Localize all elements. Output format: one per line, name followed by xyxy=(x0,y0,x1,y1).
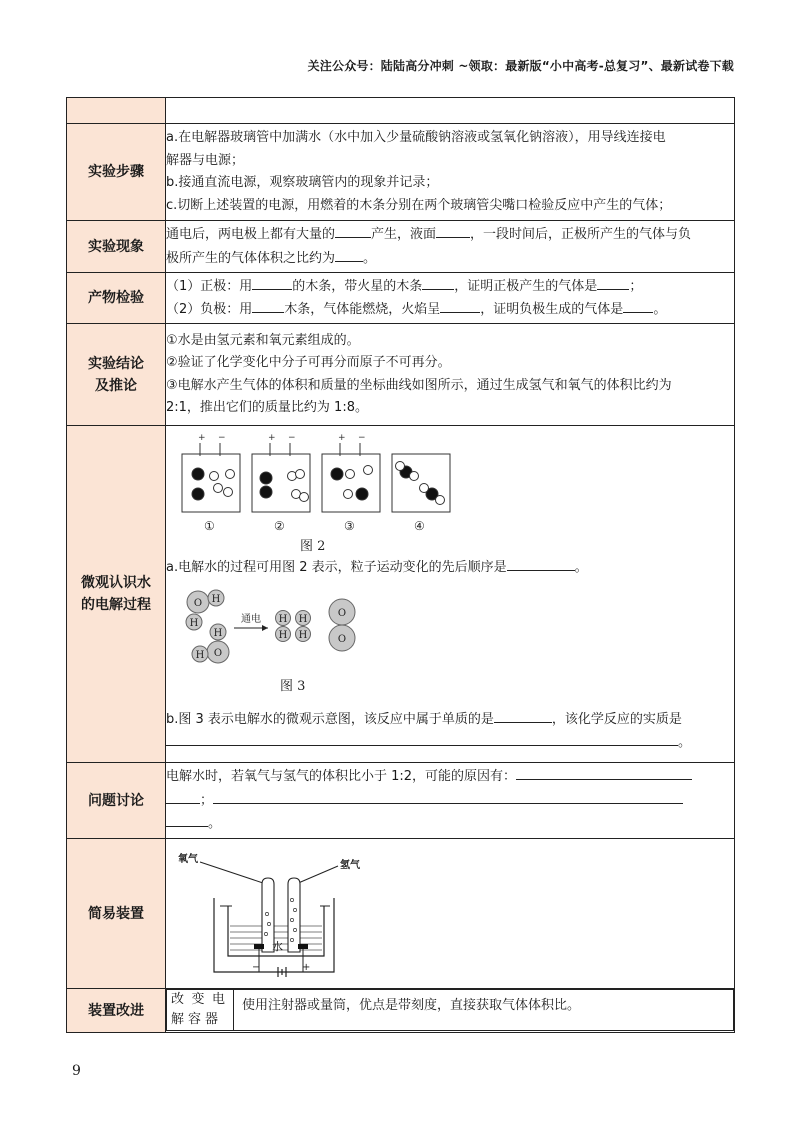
figure-label: ① xyxy=(204,519,215,533)
steps-line: a.在电解器玻璃管中加满水（水中加入少量硫酸钠溶液或氢氧化钠溶液），用导线连接电 xyxy=(166,130,666,145)
text-segment: 木条，气体能燃烧，火焰呈 xyxy=(284,302,441,317)
steps-content xyxy=(166,124,735,221)
table-row-empty xyxy=(67,98,735,124)
figure-3-caption: 图 3 xyxy=(280,678,306,694)
improve-text: 使用注射器或量筒，优点是带刻度，直接获取气体体积比。 xyxy=(234,990,734,1031)
beaker-1-box xyxy=(182,454,240,512)
product-content xyxy=(166,273,735,324)
page-header: 关注公众号：陆陆高分冲刺 ~领取：最新版“小中高考-总复习”、最新试卷下载 xyxy=(307,59,734,73)
table-row-discussion xyxy=(67,763,735,839)
plus-sign: + xyxy=(338,433,346,443)
atom-label: O xyxy=(193,597,203,609)
electrode xyxy=(254,944,264,949)
figure-label: ④ xyxy=(414,519,425,533)
answer-blank xyxy=(166,812,208,827)
hydrogen-label: 氢气 xyxy=(340,859,360,871)
row-label-phenomenon: 实验现象 xyxy=(67,221,166,273)
conclusion-content xyxy=(166,324,735,426)
empty-content-cell xyxy=(166,98,735,124)
answer-blank xyxy=(494,708,552,723)
improve-subtable xyxy=(166,989,734,1031)
answer-blank xyxy=(623,298,653,313)
atom-label: O xyxy=(337,607,347,619)
answer-blank xyxy=(436,223,470,238)
discussion-content xyxy=(166,763,735,839)
arrow-head-icon xyxy=(262,625,268,631)
row-label-conclusion xyxy=(67,324,166,426)
plus-terminal: + xyxy=(302,961,311,973)
row-label-discussion: 问题讨论 xyxy=(67,763,166,839)
label-line: 微观认识水 xyxy=(81,575,151,591)
minus-sign: − xyxy=(288,433,296,443)
text-segment: （2）负极：用 xyxy=(166,302,253,317)
row-label-product: 产物检验 xyxy=(67,273,166,324)
text-segment: ，证明正极产生的气体是 xyxy=(454,278,598,294)
table-row-micro xyxy=(67,426,735,763)
question-b-text: b.图 3 表示电解水的微观示意图，该反应中属于单质的是 xyxy=(166,711,494,727)
answer-blank xyxy=(213,789,683,804)
table-row-improve xyxy=(67,989,735,1033)
minus-sign: − xyxy=(218,433,226,443)
conclusion-line: ③电解水产生气体的体积和质量的坐标曲线如图所示，通过生成氢气和氧气的体积比约为 xyxy=(166,377,672,393)
answer-blank xyxy=(440,298,480,313)
figure-2-caption: 图 2 xyxy=(300,539,326,554)
text-segment: ； xyxy=(200,792,214,808)
text-segment: 的木条，带火星的木条 xyxy=(292,278,423,294)
plus-sign: + xyxy=(268,433,276,443)
question-a-text: a.电解水的过程可用图 2 表示，粒子运动变化的先后顺序是 xyxy=(166,560,507,575)
discussion-text: 电解水时，若氧气与氢气的体积比小于 1:2，可能的原因有： xyxy=(166,769,517,785)
figure-2 xyxy=(174,430,474,554)
atom-label: H xyxy=(211,593,221,605)
atom-label: H xyxy=(278,629,288,641)
table-row-conclusion xyxy=(67,324,735,426)
atom-label: H xyxy=(278,613,288,625)
figure-3 xyxy=(174,584,414,702)
beaker-3-box xyxy=(322,454,380,512)
text-segment: 通电后，两电极上都有大量的 xyxy=(166,227,336,242)
conclusion-line: 2:1，推出它们的质量比约为 1:8。 xyxy=(166,400,368,415)
table-row-steps xyxy=(67,124,735,221)
text-segment: ，证明负极生成的气体是 xyxy=(480,302,624,317)
table-row-apparatus xyxy=(67,839,735,989)
answer-blank xyxy=(516,765,692,780)
answer-blank xyxy=(507,556,575,571)
atom-label: H xyxy=(189,617,199,629)
beaker-2-box xyxy=(252,454,310,512)
answer-blank xyxy=(166,731,678,746)
text-segment: 。 xyxy=(653,302,667,317)
micro-content xyxy=(166,426,735,763)
row-label-steps: 实验步骤 xyxy=(67,124,166,221)
atom-label: H xyxy=(213,627,223,639)
atom-label: H xyxy=(298,613,308,625)
table-row-phenomenon xyxy=(67,221,735,273)
apparatus-content xyxy=(166,839,735,989)
atom-label: H xyxy=(195,649,205,661)
text-segment: 极所产生的气体体积之比约为 xyxy=(166,250,336,266)
text-segment: 。 xyxy=(208,816,222,832)
row-label-micro xyxy=(67,426,166,763)
figure-label: ② xyxy=(274,519,285,533)
plus-sign: + xyxy=(198,433,206,443)
oxygen-label: 氧气 xyxy=(178,853,198,865)
answer-blank xyxy=(422,275,454,290)
row-label-improve: 装置改进 xyxy=(67,989,166,1033)
atom-label: H xyxy=(298,629,308,641)
text-segment: ； xyxy=(629,278,643,294)
row-label-apparatus: 简易装置 xyxy=(67,839,166,989)
answer-blank xyxy=(335,223,371,238)
answer-blank xyxy=(252,275,292,290)
empty-label-cell xyxy=(67,98,166,124)
text-segment: 。 xyxy=(574,560,588,575)
answer-blank xyxy=(597,275,629,290)
improve-content xyxy=(166,989,735,1033)
minus-sign: − xyxy=(358,433,366,443)
water-label: 水 xyxy=(272,939,283,953)
label-line: 的电解过程 xyxy=(81,597,151,613)
steps-line: c.切断上述装置的电源，用燃着的木条分别在两个玻璃管尖嘴口检验反应中产生的气体； xyxy=(166,197,672,213)
text-segment: （1）正极：用 xyxy=(166,278,253,294)
text-segment: 产生，液面 xyxy=(371,227,437,242)
answer-blank xyxy=(252,298,284,313)
table-row-product xyxy=(67,273,735,324)
page-number: 9 xyxy=(72,1063,81,1079)
label-line: 及推论 xyxy=(95,377,137,394)
text-segment: ，一段时间后，正极所产生的气体与负 xyxy=(470,227,692,242)
answer-blank xyxy=(335,247,363,262)
label-line: 实验结论 xyxy=(88,355,144,372)
hydrogen-tube xyxy=(288,878,300,952)
text-segment: ，该化学反应的实质是 xyxy=(551,711,682,727)
text-segment: 。 xyxy=(363,250,377,266)
figure-label: ③ xyxy=(344,519,355,533)
conclusion-line: ②验证了化学变化中分子可再分而原子不可再分。 xyxy=(166,355,451,370)
answer-blank xyxy=(166,789,200,804)
arrow-label: 通电 xyxy=(241,613,261,625)
text-segment: 。 xyxy=(678,735,692,750)
electrolysis-apparatus xyxy=(174,844,374,984)
minus-terminal: − xyxy=(252,961,261,973)
improve-sub-label: 改变电解容器 xyxy=(167,990,234,1031)
atom-label: O xyxy=(337,633,347,645)
steps-line: b.接通直流电源，观察玻璃管内的现象并记录； xyxy=(166,175,439,190)
experiment-table xyxy=(66,97,735,1033)
atom-label: O xyxy=(213,647,223,659)
conclusion-line: ①水是由氢元素和氧元素组成的。 xyxy=(166,332,360,348)
steps-line: 解器与电源； xyxy=(166,152,245,168)
phenomenon-content xyxy=(166,221,735,273)
electrode xyxy=(298,944,308,949)
